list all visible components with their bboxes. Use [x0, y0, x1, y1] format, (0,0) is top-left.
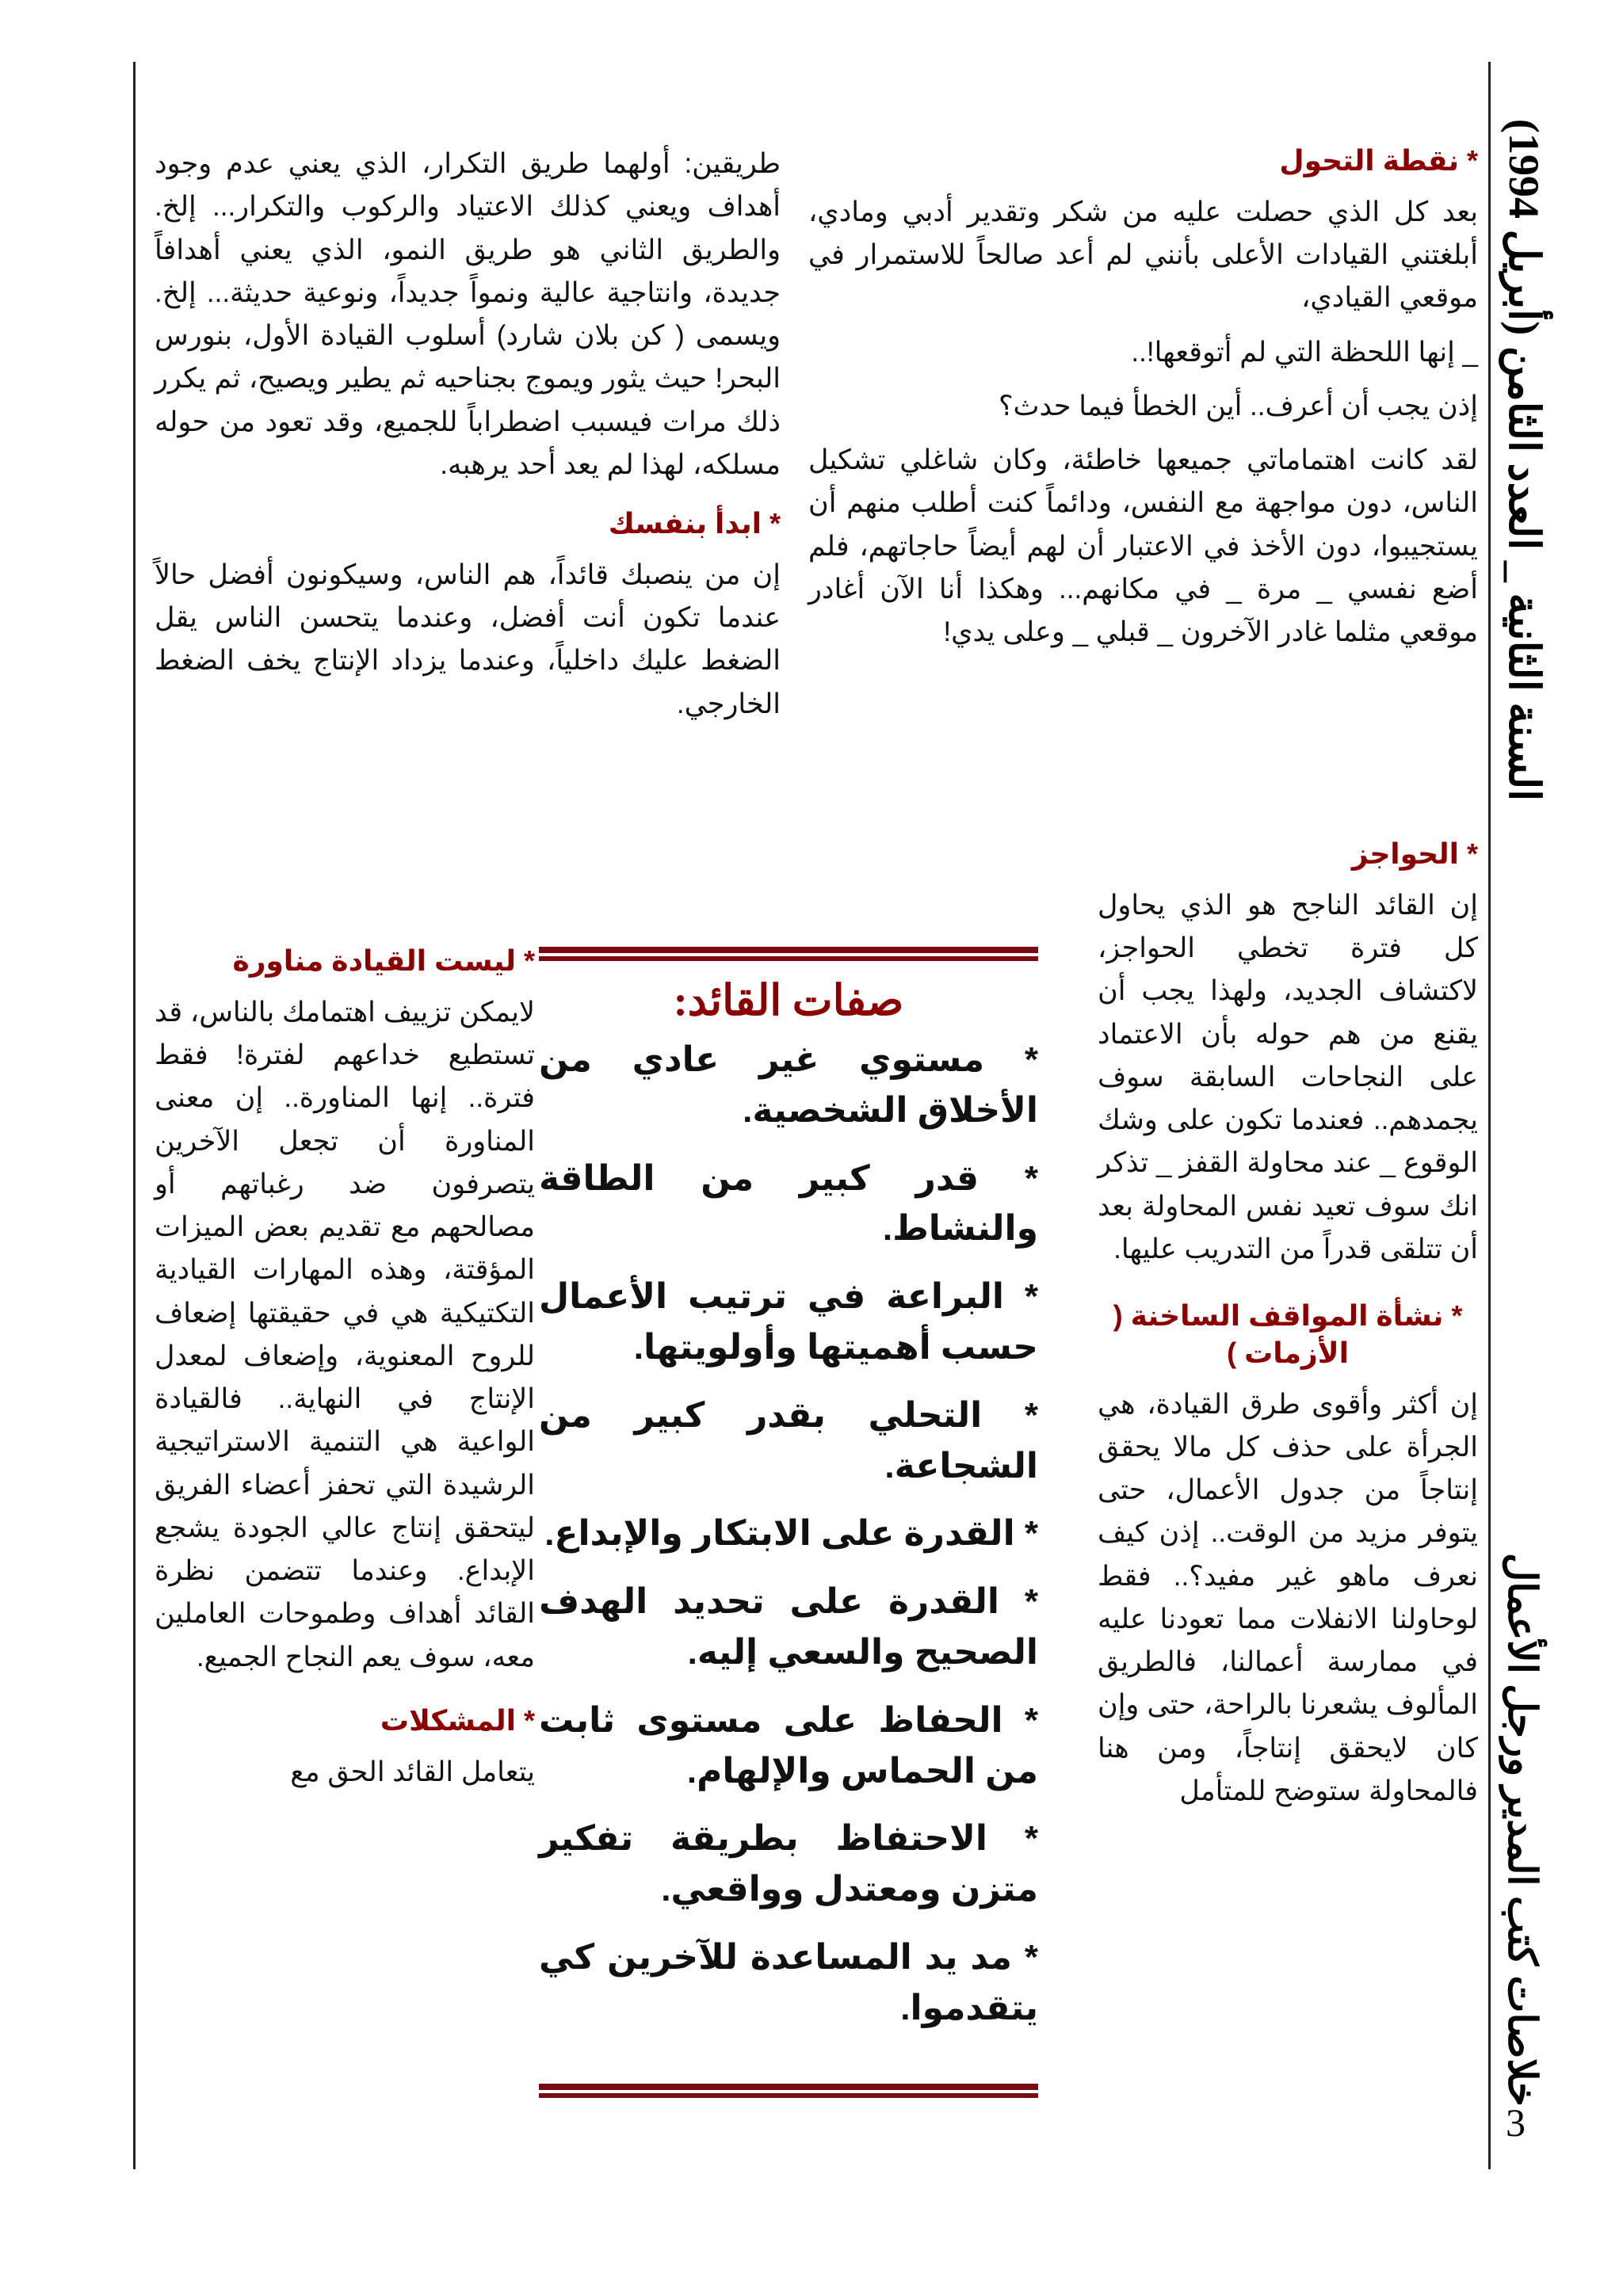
paragraph: إن أكثر وأقوى طرق القيادة، هي الجرأة على حذف كل مالا يحقق إنتاجاً من جدول الأعمال، حتى يتوفر مزيد من الوقت.. إذن كيف نعرف ماهو غير مفيد؟.. فقط لوحاولنا الانفلات مما تعودنا عليه في ممارسة أعمالنا، فالطريق المألوف يشعرنا بالراحة، حتى وإن كان لايحقق إنتاجاً، ومن هنا فالمحاولة ستوضح للمتأمل [1098, 1388, 1478, 1806]
quality-item: * قدر كبير من الطاقة والنشاط. [539, 1158, 1038, 1249]
paragraph: _ إنها اللحظة التي لم أتوقعها!.. [1131, 336, 1478, 368]
section-heading-turning-point: * نقطة التحول [1279, 144, 1478, 177]
leader-qualities-box [539, 947, 1038, 2051]
publication-title-banner: خلاصات كتب المدير ورجل الأعمال [1500, 1553, 1545, 2107]
quality-item: * مستوي غير عادي من الأخلاق الشخصية. [539, 1040, 1038, 1130]
issue-banner: السنة الثانية _ العدد الثامن (أبريل 1994) [1500, 119, 1548, 802]
left-column-top [155, 143, 781, 737]
section-heading-crises: * نشأة المواقف الساخنة ( الأزمات ) [1113, 1299, 1463, 1369]
section-heading-problems: * المشكلات [380, 1703, 535, 1737]
quality-item: * القدرة على الابتكار والإبداع. [544, 1514, 1038, 1554]
paragraph: إن القائد الناجح هو الذي يحاول كل فترة تخطي الحواجز، لاكتشاف الجديد، ولهذا يجب أن يقنع من هم حوله بأن الاعتماد على النجاحات السابقة سوف يجمدهم.. فعندما تكون على وشك الوقوع _ عند محاولة القفز _ تذكر انك سوف تعيد نفس المحاولة بعد أن تتلقى قدراً من التدريب عليها. [1098, 889, 1478, 1264]
decorative-rule-top [539, 947, 1038, 956]
quality-item: * التحلي بقدر كبير من الشجاعة. [539, 1395, 1038, 1486]
right-column-narrow [1098, 836, 1478, 1824]
paragraph: لايمكن تزييف اهتمامك بالناس، قد تستطيع خداعهم لفترة! فقط فترة.. إنها المناورة.. إن معنى المناورة أن تجعل الآخرين يتصرفون ضد رغباتهم أو مصالحهم مع تقديم بعض الميزات المؤقتة، وهذه المهارات القيادية التكتيكية هي في حقيقتها إضعاف للروح المعنوية، وإضعاف لمعدل الإنتاج في النهاية.. فالقيادة الواعية هي التنمية الاستراتيجية الرشيدة التي تحفز أعضاء الفريق ليتحقق إنتاج عالي الجودة يشجع الإبداع. وعندما تتضمن نظرة القائد أهداف وطموحات العاملين معه، سوف يعم النجاح الجميع. [155, 996, 535, 1672]
quality-item: * مد يد المساعدة للآخرين كي يتقدموا. [539, 1937, 1038, 2027]
section-heading-barriers: * الحواجز [1351, 837, 1478, 870]
paragraph: لقد كانت اهتماماتي جميعها خاطئة، وكان شاغلي تشكيل الناس، دون مواجهة مع النفس، ودائماً كنت أطلب منهم أن يستجيبوا، دون الأخذ في الاعتبار أن لهم أيضاً حاجاتهم، فلم أضع نفسي _ مرة _ في مكانهم... وهكذا أنا الآن أغادر موقعي مثلما غادر الآخرون _ قبلي _ وعلى يدي! [808, 444, 1478, 648]
quality-item: * الاحتفاظ بطريقة تفكير متزن ومعتدل وواقعي. [539, 1819, 1038, 1909]
decorative-rule-bottom [539, 2084, 1038, 2093]
paragraph: إن من ينصبك قائداً، هم الناس، وسيكونون أفضل حالاً عندما تكون أنت أفضل، وعندما يتحسن الناس يقل الضغط عليك داخلياً، وعندما يزداد الإنتاج يخف الضغط الخارجي. [155, 559, 781, 719]
column-divider-right [1488, 62, 1491, 2169]
quality-item: * القدرة على تحديد الهدف الصحيح والسعي إليه. [539, 1582, 1038, 1672]
left-column-bottom [155, 943, 535, 1805]
right-column-top [808, 143, 1478, 665]
page-number: 3 [1506, 2100, 1526, 2145]
quality-item: * الحفاظ على مستوى ثابت من الحماس والإلهام. [539, 1700, 1038, 1791]
paragraph: بعد كل الذي حصلت عليه من شكر وتقدير أدبي ومادي، أبلغتني القيادات الأعلى بأنني لم أعد صالحاً للاستمرار في موقعي القيادي، [808, 196, 1478, 314]
section-heading-start-yourself: * ابدأ بنفسك [608, 507, 781, 540]
paragraph: إذن يجب أن أعرف.. أين الخطأ فيما حدث؟ [998, 390, 1478, 421]
column-divider-left [133, 62, 136, 2169]
quality-item: * البراعة في ترتيب الأعمال حسب أهميتها وأولويتها. [539, 1277, 1038, 1367]
qualities-box-title: صفات القائد: [673, 977, 904, 1024]
section-heading-not-maneuver: * ليست القيادة مناورة [232, 944, 535, 977]
paragraph: طريقين: أولهما طريق التكرار، الذي يعني عدم وجود أهداف ويعني كذلك الاعتياد والركوب والتكرار... إلخ. والطريق الثاني هو طريق النمو، الذي يعني أهدافاً جديدة، وانتاجية عالية ونمواً جديداً، ونوعية حديثة... إلخ. ويسمى ( كن بلان شارد) أسلوب القيادة الأول، بنورس البحر! حيث يثور ويموج بجناحيه ثم يطير ويصيح، ثم يكرر ذلك مرات فيسبب اضطراباً للجميع، وقد تعود من حوله مسلكه، لهذا لم يعد أحد يرهبه. [155, 148, 781, 480]
paragraph: يتعامل القائد الحق مع [290, 1756, 535, 1787]
